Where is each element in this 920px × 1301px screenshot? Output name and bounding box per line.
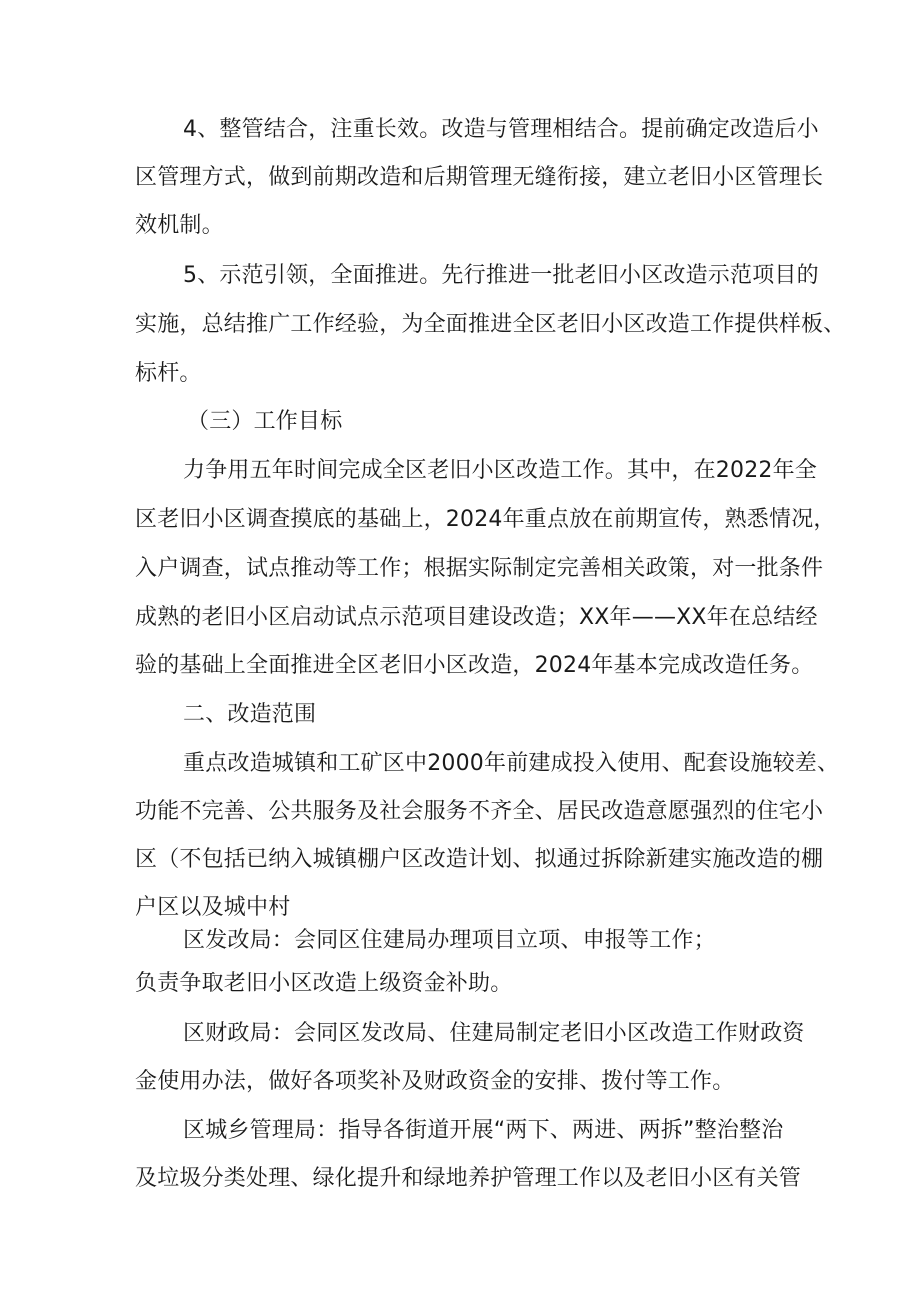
text-line: 区发改局：会同区住建局办理项目立项、申报等工作； bbox=[183, 928, 716, 953]
text-line: 区财政局：会同区发改局、住建局制定老旧小区改造工作财政资 bbox=[183, 1021, 805, 1046]
text-line: 实施，总结推广工作经验，为全面推进全区老旧小区改造工作提供样板、 bbox=[135, 312, 846, 337]
text-line: 及垃圾分类处理、绿化提升和绿地养护管理工作以及老旧小区有关管 bbox=[135, 1166, 802, 1191]
text-line: 力争用五年时间完成全区老旧小区改造工作。其中，在2022年全 bbox=[183, 458, 817, 483]
text-line: 成熟的老旧小区启动试点示范项目建设改造；XX年——XX年在总结经 bbox=[135, 605, 818, 630]
text-line: 负责争取老旧小区改造上级资金补助。 bbox=[135, 971, 513, 996]
text-line: 验的基础上全面推进全区老旧小区改造，2024年基本完成改造任务。 bbox=[135, 653, 814, 678]
text-line: 区（不包括已纳入城镇棚户区改造计划、拟通过拆除新建实施改造的棚 bbox=[135, 847, 824, 872]
section-heading: （三）工作目标 bbox=[187, 409, 343, 434]
text-line: 5、示范引领，全面推进。先行推进一批老旧小区改造示范项目的 bbox=[183, 263, 819, 288]
text-line: 功能不完善、公共服务及社会服务不齐全、居民改造意愿强烈的住宅小 bbox=[135, 799, 824, 824]
text-line: 区老旧小区调查摸底的基础上，2024年重点放在前期宣传，熟悉情况， bbox=[135, 507, 836, 532]
section-heading: 二、改造范围 bbox=[183, 702, 317, 727]
text-line: 入户调查，试点推动等工作；根据实际制定完善相关政策，对一批条件 bbox=[135, 556, 824, 581]
text-line: 4、整管结合，注重长效。改造与管理相结合。提前确定改造后小 bbox=[183, 117, 819, 142]
text-line: 金使用办法，做好各项奖补及财政资金的安排、拨付等工作。 bbox=[135, 1069, 735, 1094]
text-line: 户区以及城中村 bbox=[135, 895, 291, 920]
text-line: 区城乡管理局：指导各街道开展“两下、两进、两拆”整治整治 bbox=[183, 1118, 784, 1143]
text-line: 标杆。 bbox=[135, 361, 202, 386]
text-line: 重点改造城镇和工矿区中2000年前建成投入使用、配套设施较差、 bbox=[183, 751, 840, 776]
text-line: 效机制。 bbox=[135, 213, 224, 238]
text-line: 区管理方式，做到前期改造和后期管理无缝衔接，建立老旧小区管理长 bbox=[135, 165, 824, 190]
